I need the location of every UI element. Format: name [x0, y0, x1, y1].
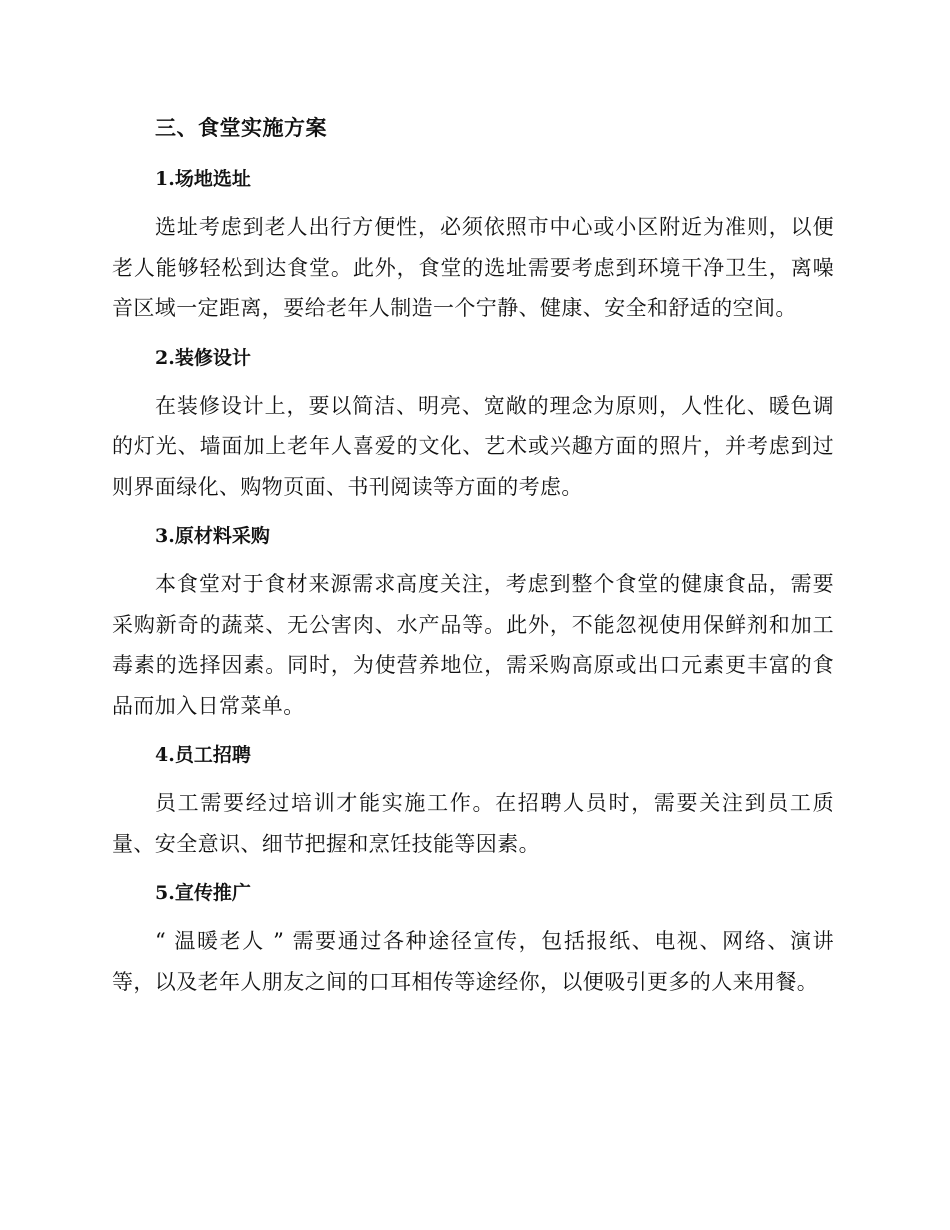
subsection-paragraph: 选址考虑到老人出行方便性，必须依照市中心或小区附近为准则，以便老人能够轻松到达食堂。此外，食堂的选址需要考虑到环境干净卫生，离噪音区域一定距离，要给老年人制造一个宁静、健康、安全和舒适的空间。	[112, 215, 834, 320]
subsection-title: 5.宣传推广	[155, 882, 251, 904]
section-staff-recruitment	[112, 735, 834, 864]
subsection-paragraph: “ 温暖老人 ” 需要通过各种途径宣传，包括报纸、电视、网络、演讲等，以及老年人朋友之间的口耳相传等途经你，以便吸引更多的人来用餐。	[112, 929, 834, 994]
section-material-purchasing	[112, 516, 834, 726]
subsection-title: 1.场地选址	[155, 168, 251, 190]
section-decoration-design	[112, 338, 834, 508]
subsection-paragraph: 在装修设计上，要以简洁、明亮、宽敞的理念为原则，人性化、暖色调的灯光、墙面加上老年人喜爱的文化、艺术或兴趣方面的照片，并考虑到过则界面绿化、购物页面、书刊阅读等方面的考虑。	[112, 393, 834, 499]
section-site-selection	[112, 159, 834, 329]
document-content	[112, 105, 834, 1002]
section-heading: 三、食堂实施方案	[155, 115, 327, 140]
subsection-title: 4.员工招聘	[155, 744, 251, 766]
subsection-paragraph: 员工需要经过培训才能实施工作。在招聘人员时，需要关注到员工质量、安全意识、细节把握和烹饪技能等因素。	[112, 791, 834, 856]
subsection-title: 2.装修设计	[155, 346, 251, 369]
subsection-paragraph: 本食堂对于食材来源需求高度关注，考虑到整个食堂的健康食品，需要采购新奇的蔬菜、无公害肉、水产品等。此外，不能忽视使用保鲜剂和加工毒素的选择因素。同时，为使营养地位，需采购高原或出口元素更丰富的食品而加入日常菜单。	[112, 572, 834, 718]
section-promotion	[112, 873, 834, 1002]
subsection-title: 3.原材料采购	[155, 525, 270, 547]
